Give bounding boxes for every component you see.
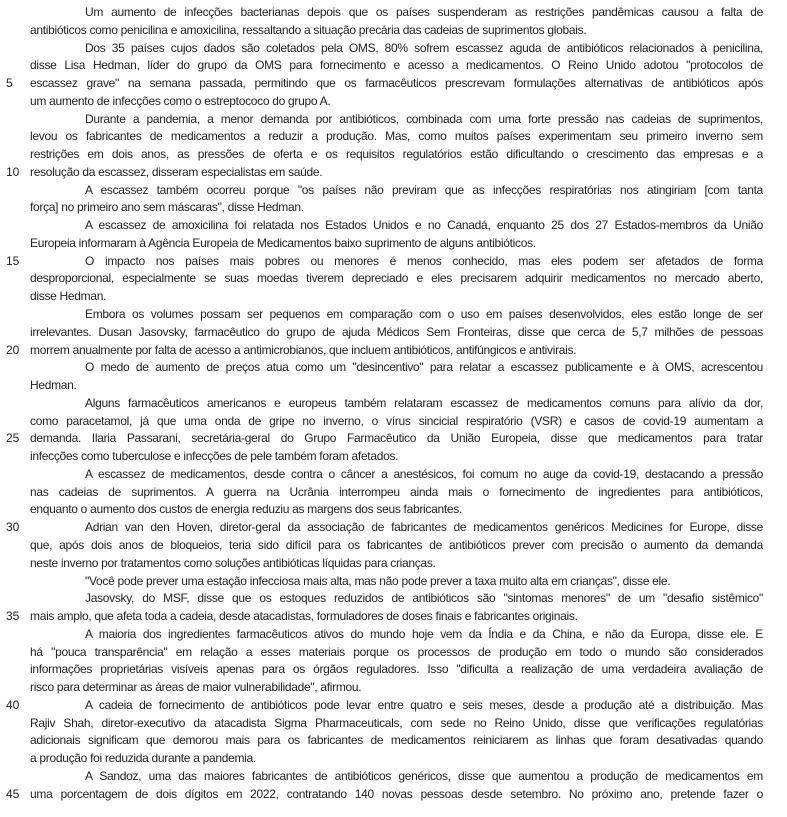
- text-line: [0, 164, 787, 182]
- text-line: [0, 306, 787, 324]
- line-text: A maioria dos ingredientes farmacêuticos ativos do mundo hoje vem da Índia e da China, e não da Europa, disse ele. E: [85, 626, 763, 641]
- text-line: [0, 235, 787, 253]
- text-line: [0, 111, 787, 129]
- line-text: A escassez de medicamentos, desde contra o câncer a anestésicos, foi comum no auge da covid-19, destacando a pressão: [85, 466, 763, 481]
- text-line: [0, 573, 787, 591]
- text-line: [0, 182, 787, 200]
- text-line: [0, 555, 787, 573]
- line-text: Hedman.: [30, 378, 77, 393]
- line-text: risco para determinar as áreas de maior vulnerabilidade", afirmou.: [30, 680, 362, 695]
- text-line: [0, 750, 787, 768]
- line-text: A cadeia de fornecimento de antibióticos pode levar entre quatro e seis meses, desde a produção até a distribuição. Mas: [85, 697, 763, 712]
- line-text: disse Hedman.: [30, 289, 107, 304]
- line-text: neste inverno por tratamentos como soluções antibióticas líquidas para crianças.: [30, 555, 436, 570]
- text-line: [0, 324, 787, 342]
- line-text: força] no primeiro ano sem máscaras", disse Hedman.: [30, 200, 304, 215]
- line-text: desproporcional, especialmente se suas moedas tiverem depreciado e eles precisarem adquirir medicamentos no mercado aberto,: [30, 271, 763, 286]
- text-line: [0, 732, 787, 750]
- line-text: Europeia informaram à Agência Europeia de Medicamentos baixo suprimento de alguns antibióticos.: [30, 235, 536, 250]
- text-line: [0, 40, 787, 58]
- text-line: [0, 128, 787, 146]
- text-line: [0, 413, 787, 431]
- line-number: 20: [6, 342, 20, 357]
- line-text: nas cadeias de suprimentos. A guerra na Ucrânia interrompeu ainda mais o fornecimento de ingredientes para antibióticos,: [30, 484, 763, 499]
- line-text: O impacto nos países mais pobres ou menores é menos conhecido, mas eles podem ser afetados de forma: [85, 253, 763, 268]
- text-line: [0, 590, 787, 608]
- text-line: [0, 395, 787, 413]
- line-text: mais amplo, que afeta toda a cadeia, desde atacadistas, formuladores de doses finais e fabricantes originais.: [30, 609, 578, 624]
- text-line: [0, 537, 787, 555]
- line-number: 30: [6, 520, 20, 535]
- text-line: [0, 146, 787, 164]
- text-line: [0, 626, 787, 644]
- line-text: Rajiv Shah, diretor-executivo da atacadista Sigma Pharmaceuticals, com sede no Reino Unido, disse que verificações regulatórias: [30, 715, 763, 730]
- text-line: [0, 199, 787, 217]
- line-text: resolução da escassez, disseram especialistas em saúde.: [30, 164, 323, 179]
- line-text: infecções como tuberculose e infecções de pele também foram afetados.: [30, 449, 399, 464]
- line-number: 25: [6, 431, 20, 446]
- line-text: Dos 35 países cujos dados são coletados pela OMS, 80% sofrem escassez aguda de antibióticos relacionados à penicilina,: [85, 40, 763, 55]
- line-text: O medo de aumento de preços atua como um "desincentivo" para relatar a escassez publicamente e à OMS, acrescentou: [85, 360, 763, 375]
- text-line: [0, 288, 787, 306]
- text-line: [0, 786, 787, 804]
- line-text: A escassez também ocorreu porque "os países não previram que as infecções respiratórias nos atingiriam [com tanta: [85, 182, 763, 197]
- line-text: morrem anualmente por falta de acesso a antimicrobianos, que incluem antibióticos, antifúngicos e antivirais.: [30, 342, 577, 357]
- text-line: [0, 519, 787, 537]
- text-line: [0, 342, 787, 360]
- line-number: 5: [6, 76, 13, 91]
- line-text: uma porcentagem de dois dígitos em 2022, contratando 140 novas pessoas desde setembro. No próximo ano, pretende fazer o: [30, 786, 763, 801]
- text-line: [0, 253, 787, 271]
- line-text: Um aumento de infecções bacterianas depois que os países suspenderam as restrições pandêmicas causou a falta de: [85, 5, 763, 19]
- line-number: 35: [6, 609, 20, 624]
- line-number: 15: [6, 253, 20, 268]
- text-line: [0, 466, 787, 484]
- line-text: há "pouca transparência" em relação a esses materiais porque os processos de produção em todo o mundo são considerados: [30, 644, 763, 659]
- line-number: 45: [6, 786, 20, 801]
- text-line: [0, 217, 787, 235]
- text-line: [0, 768, 787, 786]
- text-line: [0, 484, 787, 502]
- line-text: Jasovsky, do MSF, disse que os estoques reduzidos de antibióticos são "sintomas menores" de um "desafio sistêmico": [85, 591, 763, 606]
- line-text: Embora os volumes possam ser pequenos em comparação com o uso em países desenvolvidos, eles estão longe de ser: [85, 307, 763, 322]
- line-number: 40: [6, 697, 20, 712]
- line-text: escassez grave" na semana passada, permitindo que os farmacêuticos prescrevam formulações alternativas de antibióticos após: [30, 76, 763, 91]
- text-line: [0, 22, 787, 40]
- line-text: A escassez de amoxicilina foi relatada nos Estados Unidos e no Canadá, enquanto 25 dos 27 Estados-membros da União: [85, 218, 763, 233]
- text-line: [0, 377, 787, 395]
- text-line: [0, 75, 787, 93]
- text-line: [0, 359, 787, 377]
- line-text: Durante a pandemia, a menor demanda por antibióticos, combinada com uma forte pressão nas cadeias de suprimentos,: [85, 111, 763, 126]
- text-line: [0, 608, 787, 626]
- text-line: [0, 4, 787, 22]
- line-text: A Sandoz, uma das maiores fabricantes de antibióticos genéricos, disse que aumentou a produção de medicamentos em: [85, 768, 763, 783]
- text-line: [0, 430, 787, 448]
- line-text: adicionais significam que demorou mais para os fabricantes de medicamentos reiniciarem as linhas que foram desativadas quando: [30, 733, 763, 748]
- line-text: informações proprietárias visíveis apenas para os órgãos reguladores. Isso "dificulta a realização de uma verdadeira avaliação de: [30, 662, 763, 677]
- line-text: antibióticos como penicilina e amoxicilina, ressaltando a situação precária das cadeias de suprimentos globais.: [30, 22, 587, 37]
- line-text: "Você pode prever uma estação infecciosa mais alta, mas não pode prever a taxa muito alta em crianças", disse ele.: [85, 573, 671, 588]
- text-line: [0, 501, 787, 519]
- line-text: como paracetamol, já que uma onda de gripe no inverno, o vírus sincicial respiratório (VSR) e casos de covid-19 aumentam a: [30, 413, 763, 428]
- line-text: Alguns farmacêuticos americanos e europeus também relataram escassez de medicamentos comuns para alívio da dor,: [85, 395, 763, 410]
- line-text: demanda. Ilaria Passarani, secretária-geral do Grupo Farmacêutico da União Europeia, disse que medicamentos para tratar: [30, 431, 763, 446]
- line-text: irrelevantes. Dusan Jasovsky, farmacêutico do grupo de ajuda Médicos Sem Fronteiras, disse que cerca de 5,7 milhões de pessoas: [30, 324, 763, 339]
- text-line: [0, 270, 787, 288]
- line-text: restrições em dois anos, as pressões de oferta e os requisitos regulatórios estão dificultando o crescimento das empresas e a: [30, 147, 763, 162]
- text-line: [0, 715, 787, 733]
- text-line: [0, 93, 787, 111]
- text-line: [0, 448, 787, 466]
- text-line: [0, 644, 787, 662]
- line-text: Adrian van den Hoven, diretor-geral da associação de fabricantes de medicamentos genéricos Medicines for Europe, disse: [85, 520, 763, 535]
- line-number: 10: [6, 164, 20, 179]
- line-text: um aumento de infecções como o estreptococo do grupo A.: [30, 93, 331, 108]
- text-line: [0, 661, 787, 679]
- line-text: que, após dois anos de bloqueios, teria sido difícil para os fabricantes de antibióticos prever com precisão o aumento da demanda: [30, 537, 763, 552]
- text-line: [0, 57, 787, 75]
- line-text: enquanto o aumento dos custos de energia reduziu as margens dos seus fabricantes.: [30, 502, 462, 517]
- text-line: [0, 679, 787, 697]
- text-line: [0, 697, 787, 715]
- line-text: disse Lisa Hedman, líder do grupo da OMS para fornecimento e acesso a medicamentos. O Reino Unido adotou "protocolos de: [30, 58, 763, 73]
- line-text: levou os fabricantes de medicamentos a reduzir a produção. Mas, como muitos países experimentam seu primeiro inverno sem: [30, 129, 763, 144]
- line-text: a produção foi reduzida durante a pandemia.: [30, 751, 256, 766]
